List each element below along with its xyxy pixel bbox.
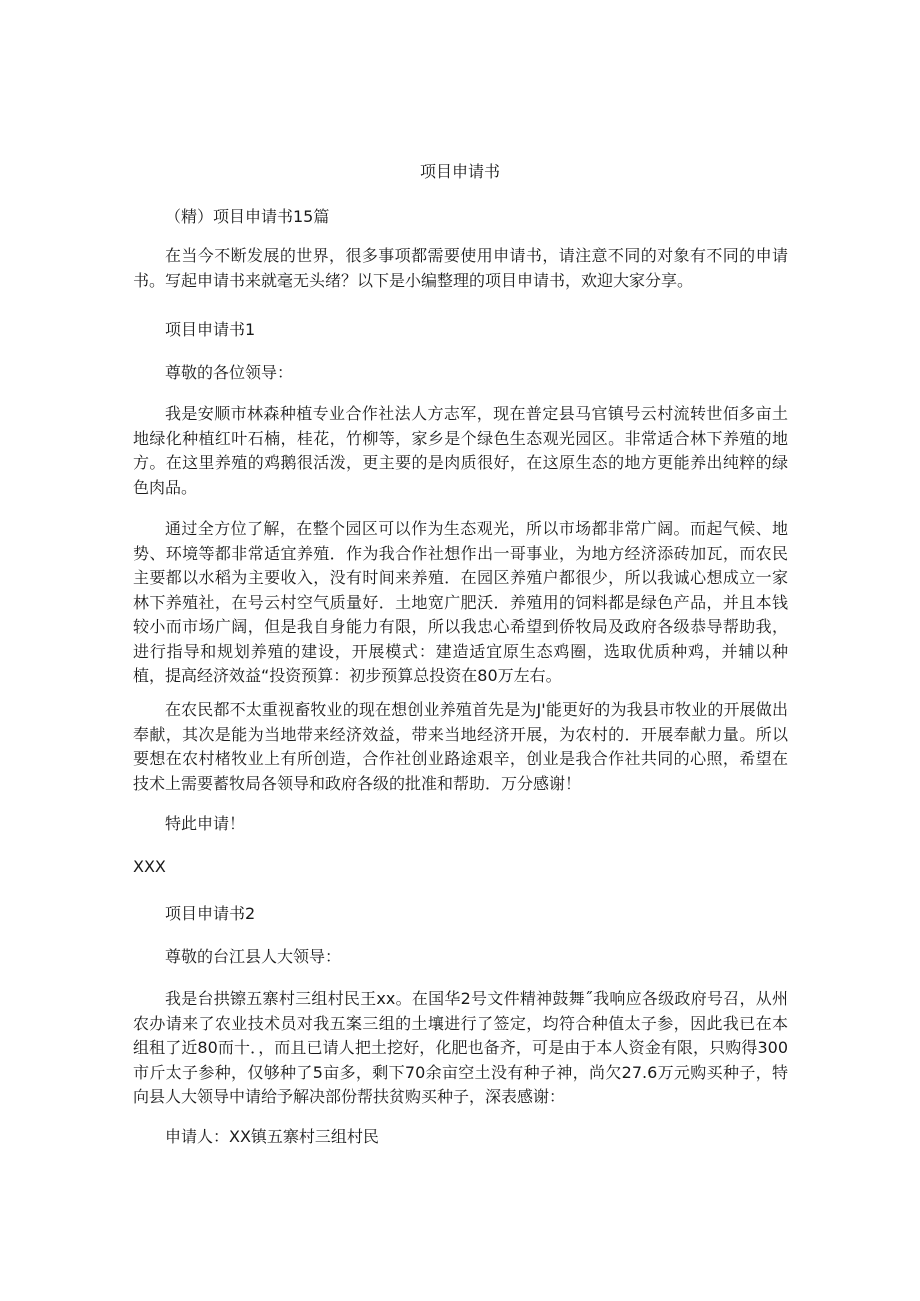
document-subtitle: （精）项目申请书15篇 [165, 207, 330, 226]
section1-paragraph-1: 我是安顺市林森种植专业合作社法人方志军，现在普定县马官镇号云村流转世佰多亩土地绿化种植红叶石楠，桂花，竹柳等，家乡是个绿色生态观光园区。非常适合林下养殖的地方。在这里养殖的鸡鹅很活泼，更主要的是肉质很好，在这原生态的地方更能养出纯粹的绿色肉品。 [133, 404, 788, 497]
section1-closing: 特此申请！ [165, 814, 246, 833]
section1-salutation: 尊敬的各位领导： [165, 363, 294, 382]
section2-applicant: 申请人：XX镇五寨村三组村民 [165, 1127, 379, 1146]
document-title: 项目申请书 [419, 162, 500, 181]
section2-heading: 项目申请书2 [165, 904, 256, 923]
section1-heading: 项目申请书1 [165, 320, 256, 339]
section1-signature: XXX [133, 857, 166, 876]
section1-paragraph-3: 在农民都不太重视畜牧业的现在想创业养殖首先是为J'能更好的为我县市牧业的开展做出奉献，其次是能为当地带来经济效益，带来当地经济开展，为农村的．开展奉献力量。所以要想在农村楮牧业上有所创造，合作社创业路途艰辛，创业是我合作社共同的心照，希望在技术上需要蓄牧局各领导和政府各级的批准和帮助．万分感谢！ [133, 700, 788, 793]
intro-paragraph: 在当今不断发展的世界，很多事项都需要使用申请书，请注意不同的对象有不同的申请书。写起申请书来就毫无头绪？以下是小编整理的项目申请书，欢迎大家分享。 [133, 246, 788, 290]
section2-paragraph-1: 我是台拱镲五寨村三组村民王xx。在国华2号文件精神鼓舞˝我响应各级政府号召，从州农办请来了农业技术员对我五案三组的土壤进行了签定，均符合种值太子参，因此我已在本组租了近80而十．，而且已请人把土挖好，化肥也备齐，可是由于本人资金有限，只购得300市斤太子参种，仅够种了5亩多，剩下70余亩空土没有种子神，尚欠27.6万元购买种子，特向县人大领导中请给予解决部份帮扶贫购买种子，深表感谢： [133, 989, 788, 1106]
section2-salutation: 尊敬的台江县人大领导： [165, 947, 342, 966]
section1-paragraph-2: 通过全方位了解，在整个园区可以作为生态观光，所以市场都非常广阔。而起气候、地势、环境等都非常适宜养殖．作为我合作社想作出一哥事业，为地方经济添砖加瓦，而农民主要都以水稻为主要收入，没有时间来养殖．在园区养殖户都很少，所以我诚心想成立一家林下养殖社，在号云村空气质量好．土地宽广肥沃．养殖用的饲料都是绿色产品，并且本钱较小而市场广阔，但是我自身能力有限，所以我忠心希望到侨牧局及政府各级恭导帮助我，进行指导和规划养殖的建设，开展模式：建造适宜原生态鸡圈，选取优质种鸡，并辅以种植，提高经济效益“投资预算：初步预算总投资在80万左右。 [133, 519, 788, 685]
